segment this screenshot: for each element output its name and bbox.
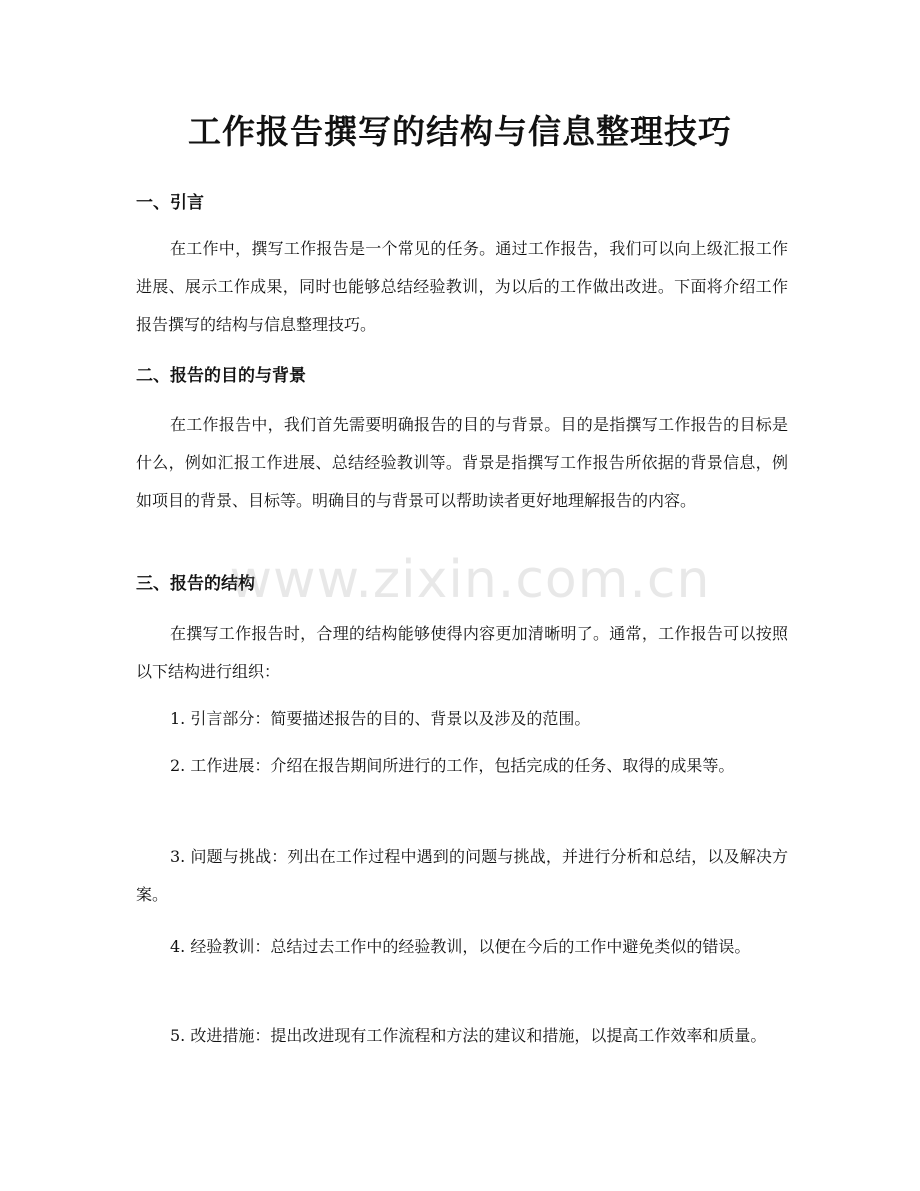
list-item-2: 2. 工作进展：介绍在报告期间所进行的工作，包括完成的任务、取得的成果等。 [170, 756, 735, 775]
paragraph-introduction: 在工作中，撰写工作报告是一个常见的任务。通过工作报告，我们可以向上级汇报工作进展、展示工作成果，同时也能够总结经验教训，为以后的工作做出改进。下面将介绍工作报告撰写的结构与信息整理技巧。 [136, 239, 788, 334]
document-title: 工作报告撰写的结构与信息整理技巧 [188, 112, 732, 151]
list-item-1: 1. 引言部分：简要描述报告的目的、背景以及涉及的范围。 [170, 709, 591, 728]
watermark: www.zixin.com.cn [229, 550, 711, 610]
paragraph-structure-intro: 在撰写工作报告时，合理的结构能够使得内容更加清晰明了。通常，工作报告可以按照以下结构进行组织： [136, 624, 788, 681]
list-item-4: 4. 经验教训：总结过去工作中的经验教训，以便在今后的工作中避免类似的错误。 [170, 937, 751, 956]
section-heading-purpose-background: 二、报告的目的与背景 [136, 366, 306, 386]
paragraph-purpose-background: 在工作报告中，我们首先需要明确报告的目的与背景。目的是指撰写工作报告的目标是什么，例如汇报工作进展、总结经验教训等。背景是指撰写工作报告所依据的背景信息，例如项目的背景、目标等。明确目的与背景可以帮助读者更好地理解报告的内容。 [136, 415, 788, 510]
list-item-5: 5. 改进措施：提出改进现有工作流程和方法的建议和措施，以提高工作效率和质量。 [170, 1026, 767, 1045]
section-heading-structure: 三、报告的结构 [136, 574, 255, 594]
list-item-3: 3. 问题与挑战：列出在工作过程中遇到的问题与挑战，并进行分析和总结，以及解决方案。 [136, 847, 788, 904]
section-heading-introduction: 一、引言 [136, 193, 204, 213]
